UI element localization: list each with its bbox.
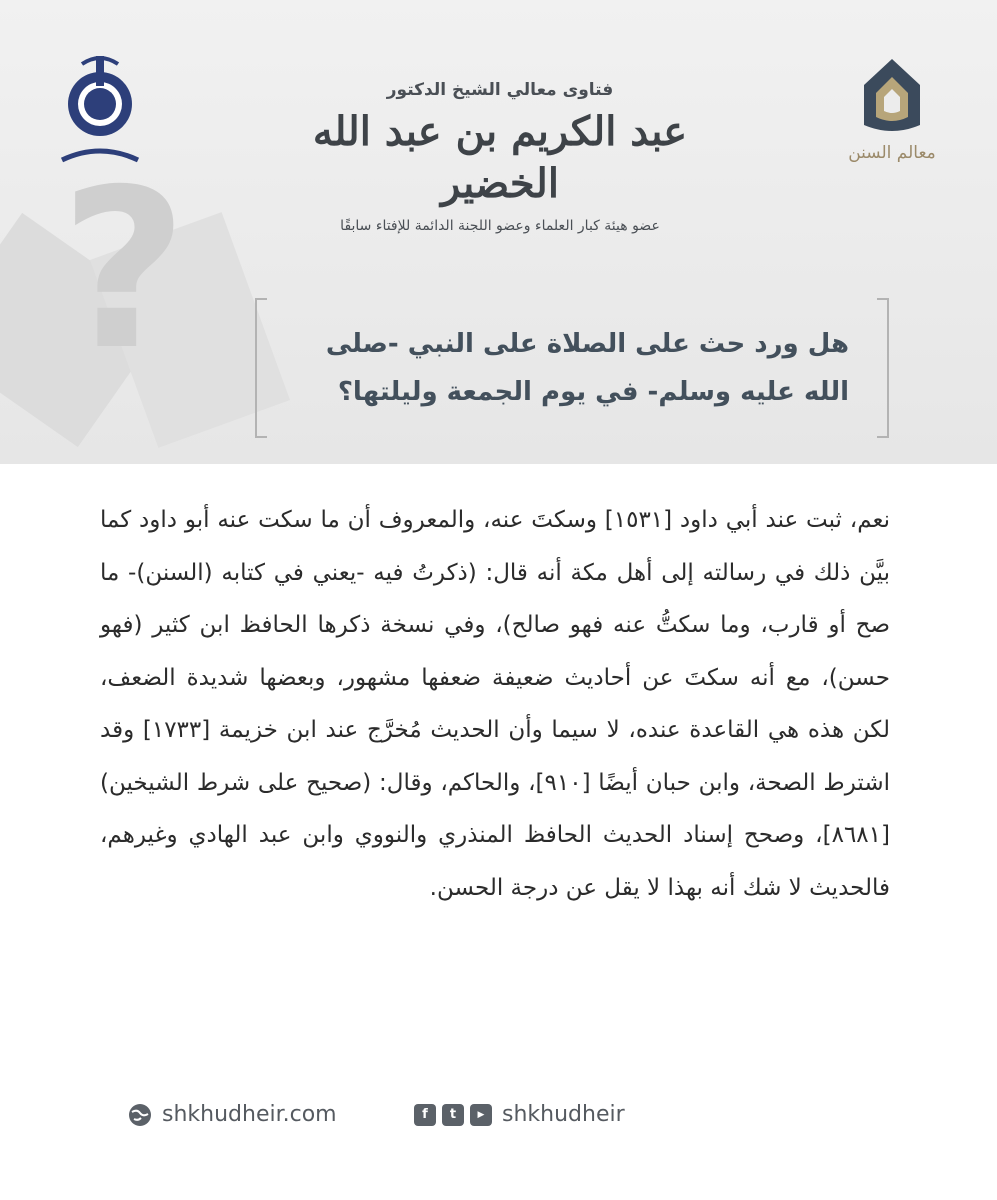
- social-links[interactable]: [414, 1102, 625, 1127]
- website-link[interactable]: [128, 1102, 337, 1127]
- sheikh-position: عضو هيئة كبار العلماء وعضو اللجنة الدائمة للإفتاء سابقًا: [340, 218, 660, 234]
- header-banner: [0, 0, 997, 464]
- social-handle-label: shkhudheir: [502, 1102, 625, 1127]
- question-text: هل ورد حث على الصلاة على النبي -صلى الله عليه وسلم- في يوم الجمعة وليلتها؟: [325, 329, 849, 407]
- youtube-icon[interactable]: ▶: [470, 1104, 492, 1126]
- website-label: shkhudheir.com: [162, 1102, 337, 1127]
- facebook-icon[interactable]: f: [414, 1104, 436, 1126]
- footer: [0, 1092, 997, 1142]
- answer-text: نعم، ثبت عند أبي داود [١٥٣١] وسكتَ عنه، والمعروف أن ما سكت عنه أبو داود كما بيَّن ذلك في رسالته إلى أهل مكة أنه قال: (ذكرتُ فيه -يعني في كتابه (السنن)- ما صح أو قارب، وما سكتُّ عنه فهو صالح)، وفي نسخة ذكرها الحافظ ابن كثير (فهو حسن)، مع أنه سكتَ عن أحاديث ضعيفة ضعفها مشهور، وبعضها شديدة الضعف، لكن هذه هي القاعدة عنده، لا سيما وأن الحديث مُخرَّج عند ابن خزيمة [١٧٣٣] وقد اشترط الصحة، وابن حبان أيضًا [٩١٠]، والحاكم، وقال: (صحيح على شرط الشيخين) [٨٦٨١]، وصحح إسناد الحديث الحافظ المنذري والنووي وابن عبد الهادي وغيرهم، فالحديث لا شك أنه بهذا لا يقل عن درجة الحسن.: [100, 507, 890, 901]
- right-bracket: [877, 298, 889, 438]
- twitter-icon[interactable]: t: [442, 1104, 464, 1126]
- emblem-icon: [52, 52, 148, 172]
- left-bracket: [255, 298, 267, 438]
- left-emblem-logo: [52, 52, 148, 172]
- globe-icon: [128, 1103, 152, 1127]
- title-block: [250, 80, 750, 234]
- right-logo: [842, 55, 942, 175]
- right-logo-caption: معالم السنن: [848, 143, 936, 163]
- title-prefix: فتاوى معالي الشيخ الدكتور: [386, 80, 614, 100]
- question-box: [255, 298, 889, 438]
- question-mark-deco: ?: [60, 142, 188, 398]
- sheikh-name: عبد الكريم بن عبد الله الخضير: [312, 108, 688, 207]
- dome-icon: [842, 55, 942, 141]
